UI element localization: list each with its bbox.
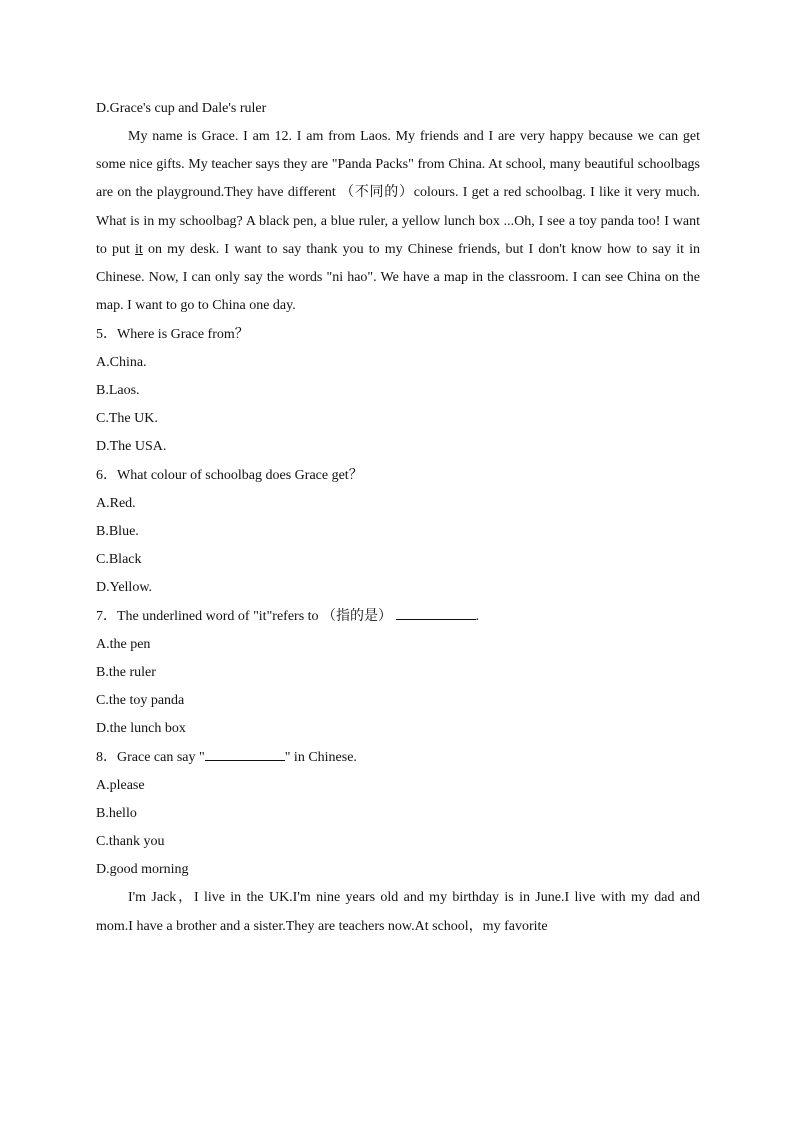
- answer-blank: [205, 746, 285, 761]
- option-a: A.please: [96, 778, 145, 794]
- option-d: D.the lunch box: [96, 721, 186, 737]
- question-7: [96, 603, 700, 743]
- question-stem: [96, 744, 700, 772]
- option-c: C.The UK.: [96, 411, 158, 427]
- option-c: C.the toy panda: [96, 693, 185, 709]
- question-6: [96, 462, 700, 602]
- option-b: B.Blue.: [96, 524, 139, 540]
- option-d: D.The USA.: [96, 439, 167, 455]
- option-b: B.Laos.: [96, 383, 140, 399]
- reading-passage-1: [96, 123, 700, 320]
- option-d: D.Yellow.: [96, 580, 153, 596]
- option-b: B.the ruler: [96, 665, 156, 681]
- option-a: A.the pen: [96, 637, 151, 653]
- option-a: A.Red.: [96, 496, 136, 512]
- option-c: C.Black: [96, 552, 142, 568]
- option-d: D.good morning: [96, 862, 189, 878]
- underlined-it: it: [135, 241, 143, 257]
- question-5: [96, 321, 700, 461]
- option-a: A.China.: [96, 355, 147, 371]
- document-content: [96, 95, 700, 941]
- passage-1-text-before: My name is Grace. I am 12. I am from Laos. My friends and I are very happy because we can get some nice gifts. My teacher says they are "Panda Packs" from China. At school, many beautiful schoolbags are on the playground.They have different （不同的）colours. I get a red schoolbag. I like it very much. What is in my schoolbag? A black pen, a blue ruler, a yellow lunch box ...Oh, I see a toy panda too! I want to put: [96, 129, 700, 257]
- option-b: B.hello: [96, 806, 137, 822]
- answer-blank: [396, 605, 476, 620]
- question-stem: 5．Where is Grace from？: [96, 327, 249, 343]
- passage-1-text-after: on my desk. I want to say thank you to my Chinese friends, but I don't know how to say it in Chinese. Now, I can only say the words "ni hao". We have a map in the classroom. I can see China on the map. I want to go to China one day.: [96, 241, 700, 314]
- question-stem-end: " in Chinese.: [284, 750, 357, 766]
- question-8: [96, 744, 700, 884]
- question-stem-end: .: [475, 609, 480, 625]
- question-stem: 6．What colour of schoolbag does Grace get？: [96, 468, 363, 484]
- question-stem-text: 7．The underlined word of "it"refers to （指的是）: [96, 609, 393, 625]
- question-stem-text: 8．Grace can say ": [96, 750, 205, 766]
- previous-option: D.Grace's cup and Dale's ruler: [96, 101, 267, 116]
- option-c: C.thank you: [96, 834, 165, 850]
- question-stem: [96, 603, 700, 631]
- reading-passage-2: I'm Jack，I live in the UK.I'm nine years old and my birthday is in June.I live with my dad and mom.I have a brother and a sister.They are teachers now.At school，my favorite: [96, 890, 700, 934]
